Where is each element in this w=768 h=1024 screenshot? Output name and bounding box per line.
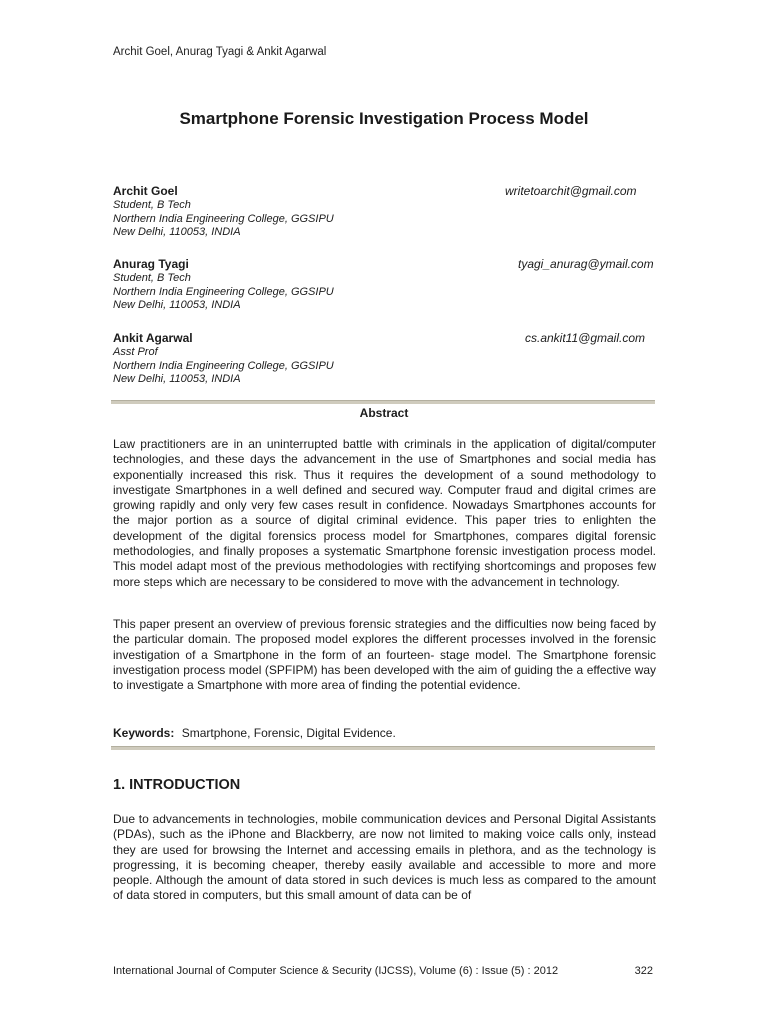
author-block: [113, 184, 655, 240]
author-address: New Delhi, 110053, INDIA: [113, 299, 241, 312]
abstract-paragraph: Law practitioners are in an uninterrupted battle with criminals in the application of digital/computer technologies, and these days the advancement in the use of Smartphones and social media has exponentially increased this risk. Thus it requires the development of a sound methodology to investigate Smartphones in a well defined and secured way. Computer fraud and digital crimes are growing rapidly and only very few cases result in confidence. Nowadays Smartphones accounts for the major portion as a source of digital criminal evidence. This paper tries to enlighten the development of the digital forensics process model for Smartphones, compares digital forensic methodologies, and finally proposes a systematic Smartphone forensic investigation process model. This model adapt most of the previous methodologies with rectifying shortcomings and proposes few more steps which are necessary to be considered to move with the advancement in technology.: [113, 437, 656, 589]
author-email: cs.ankit11@gmail.com: [525, 331, 645, 345]
section-divider: [111, 400, 655, 404]
author-block: [113, 257, 655, 313]
author-email: writetoarchit@gmail.com: [505, 184, 637, 198]
author-name: Archit Goel: [113, 184, 178, 198]
keywords-line: [113, 726, 396, 740]
author-name: Ankit Agarwal: [113, 331, 193, 345]
author-institution: Northern India Engineering College, GGSIPU: [113, 212, 334, 225]
author-institution: Northern India Engineering College, GGSIPU: [113, 359, 334, 372]
abstract-heading: Abstract: [359, 406, 409, 420]
introduction-paragraph: Due to advancements in technologies, mobile communication devices and Personal Digital Assistants (PDAs), such as the iPhone and Blackberry, are now not limited to making voice calls only, instead they are used for browsing the Internet and accessing emails in plethora, and as the technology is progressing, it is becoming cheaper, thereby easily available and accessible to more and more people. Although the amount of data stored in such devices is much less as compared to the amount of data stored in computers, but this small amount of data can be of: [113, 812, 656, 903]
author-block: [113, 331, 655, 387]
author-institution: Northern India Engineering College, GGSIPU: [113, 285, 334, 298]
paper-title: Smartphone Forensic Investigation Process Model: [179, 109, 589, 128]
author-email: tyagi_anurag@ymail.com: [518, 257, 654, 271]
keywords-text: Smartphone, Forensic, Digital Evidence.: [181, 726, 396, 740]
author-address: New Delhi, 110053, INDIA: [113, 226, 241, 239]
author-role: Student, B Tech: [113, 272, 191, 284]
page-footer: [113, 965, 653, 977]
page-number: 322: [634, 965, 653, 977]
running-head-authors: Archit Goel, Anurag Tyagi & Ankit Agarwal: [113, 46, 327, 58]
keywords-label: Keywords:: [113, 726, 175, 740]
author-role: Student, B Tech: [113, 199, 191, 211]
footer-journal: International Journal of Computer Science & Security (IJCSS), Volume (6) : Issue (5) : 2012: [113, 965, 559, 977]
author-name: Anurag Tyagi: [113, 257, 189, 271]
author-role: Asst Prof: [113, 346, 158, 358]
section-divider: [111, 746, 655, 750]
author-address: New Delhi, 110053, INDIA: [113, 373, 241, 386]
section-heading-introduction: 1. INTRODUCTION: [113, 777, 241, 793]
abstract-paragraph: This paper present an overview of previous forensic strategies and the difficulties now being faced by the particular domain. The proposed model explores the different processes involved in the forensic investigation of a Smartphone in the form of an fourteen- stage model. The Smartphone forensic investigation process model (SPFIPM) has been developed with the aim of guiding the a effective way to investigate a Smartphone with more area of finding the potential evidence.: [113, 617, 656, 693]
